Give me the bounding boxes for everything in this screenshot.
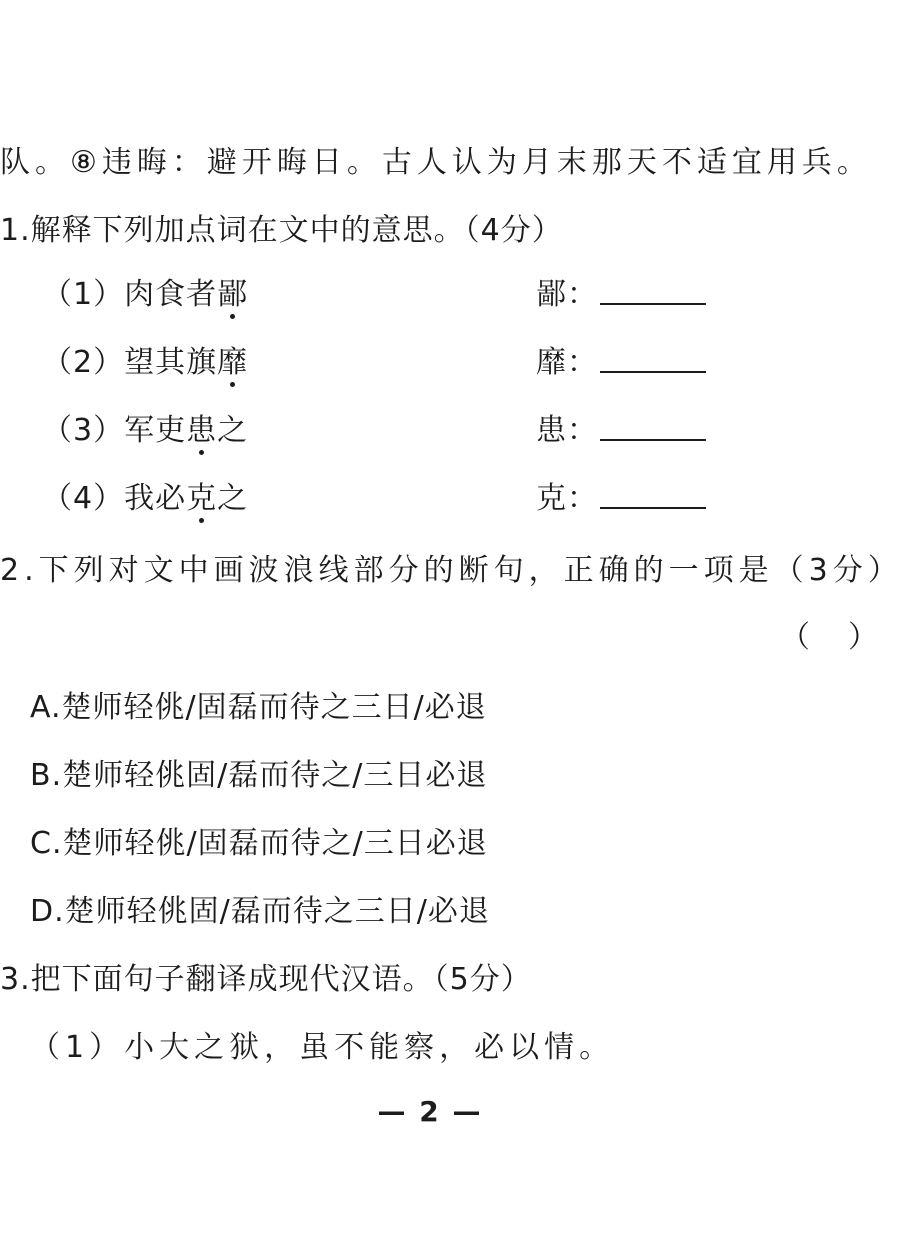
q1-item-3-phrase bbox=[42, 411, 248, 451]
annotation-note-8: 队。⑧违晦：避开晦日。古人认为月末那天不适宜用兵。 bbox=[0, 145, 872, 180]
q1-item-3-number: （3） bbox=[42, 413, 125, 448]
q2-option-d[interactable]: D.楚师轻佻固/磊而待之三日/必退 bbox=[30, 894, 490, 929]
q1-item-2-dotted-word: 靡 bbox=[217, 343, 248, 383]
page-number: — 2 — bbox=[377, 1095, 483, 1128]
q1-item-4-answer bbox=[536, 479, 706, 519]
q1-item-4 bbox=[42, 479, 742, 519]
q1-item-2-answer-blank[interactable] bbox=[600, 343, 706, 373]
q1-item-3-text: 军吏 bbox=[124, 413, 187, 448]
q1-item-4-text: 我必 bbox=[124, 481, 187, 516]
q1-item-1-answer bbox=[536, 275, 706, 315]
q1-item-1-term-label: 鄙： bbox=[536, 277, 598, 312]
q2-option-b[interactable]: B.楚师轻佻固/磊而待之/三日必退 bbox=[30, 758, 488, 793]
question-3-stem: 3.把下面句子翻译成现代汉语。（5分） bbox=[0, 962, 532, 997]
q1-item-2-answer bbox=[536, 343, 706, 383]
q1-item-4-number: （4） bbox=[42, 481, 125, 516]
q1-item-3-term-label: 患： bbox=[536, 413, 598, 448]
q2-bracket-close: ） bbox=[848, 620, 878, 655]
q1-item-4-phrase bbox=[42, 479, 248, 519]
question-1-stem: 1.解释下列加点词在文中的意思。（4分） bbox=[0, 213, 563, 248]
question-2-stem: 2.下列对文中画波浪线部分的断句，正确的一项是（3分） bbox=[0, 553, 903, 588]
q1-item-1-dotted-word: 鄙 bbox=[217, 275, 248, 315]
q1-item-2 bbox=[42, 343, 742, 383]
q1-item-1-answer-blank[interactable] bbox=[600, 275, 706, 305]
q2-bracket-open: （ bbox=[780, 620, 810, 655]
q1-item-4-answer-blank[interactable] bbox=[600, 479, 706, 509]
q1-item-1-number: （1） bbox=[42, 277, 125, 312]
q2-option-c[interactable]: C.楚师轻佻/固磊而待之/三日必退 bbox=[30, 826, 488, 861]
q1-item-3 bbox=[42, 411, 742, 451]
q1-item-3-answer-blank[interactable] bbox=[600, 411, 706, 441]
q1-item-3-text-after: 之 bbox=[217, 413, 249, 448]
q2-option-a[interactable]: A.楚师轻佻/固磊而待之三日/必退 bbox=[30, 690, 487, 725]
q1-item-4-text-after: 之 bbox=[217, 481, 249, 516]
q1-item-1-text: 肉食者 bbox=[124, 277, 218, 312]
q1-item-1-phrase bbox=[42, 275, 248, 315]
q1-item-1 bbox=[42, 275, 742, 315]
q3-sub-1: （1）小大之狱，虽不能察，必以情。 bbox=[30, 1030, 615, 1065]
q1-item-2-number: （2） bbox=[42, 345, 125, 380]
q1-item-3-answer bbox=[536, 411, 706, 451]
q1-item-3-dotted-word: 患 bbox=[186, 411, 217, 451]
q1-item-4-dotted-word: 克 bbox=[186, 479, 217, 519]
q1-item-4-term-label: 克： bbox=[536, 481, 598, 516]
q1-item-2-text: 望其旗 bbox=[124, 345, 218, 380]
q2-answer-bracket[interactable] bbox=[780, 618, 878, 658]
q1-item-2-term-label: 靡： bbox=[536, 345, 598, 380]
q1-item-2-phrase bbox=[42, 343, 248, 383]
